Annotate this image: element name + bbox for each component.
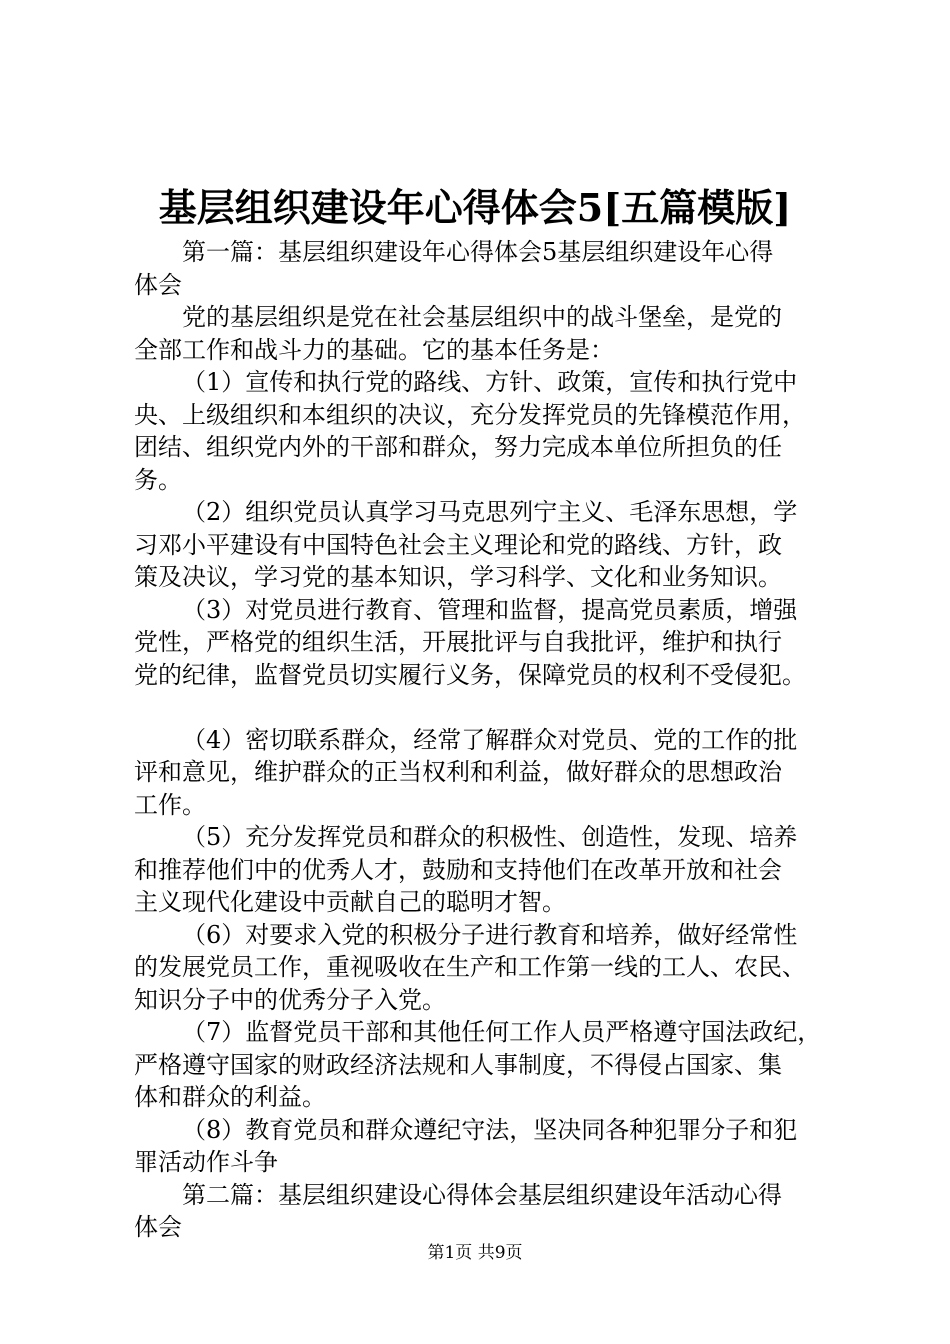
section-heading-1-cont: 体会: [134, 270, 182, 299]
section-heading-2-cont: 体会: [134, 1213, 182, 1241]
list-item-8: （8）教育党员和群众遵纪守法，坚决同各种犯罪分子和犯: [182, 1115, 798, 1144]
paragraph-line: 党性，严格党的组织生活，开展批评与自我批评，维护和执行: [134, 628, 782, 656]
paragraph-line: 党的纪律，监督党员切实履行义务，保障党员的权利不受侵犯。: [134, 660, 806, 689]
paragraph-line: 体和群众的利益。: [134, 1083, 326, 1111]
page-title: 基层组织建设年心得体会5[五篇模版]: [158, 185, 792, 230]
paragraph-line: 评和意见，维护群众的正当权利和利益，做好群众的思想政治: [134, 758, 782, 786]
paragraph-line: 罪活动作斗争: [134, 1148, 278, 1176]
page-number-footer: 第1页 共9页: [427, 1243, 523, 1263]
paragraph-line: 和推荐他们中的优秀人才，鼓励和支持他们在改革开放和社会: [134, 855, 782, 884]
list-item-1: （1）宣传和执行党的路线、方针、政策，宣传和执行党中: [182, 368, 798, 396]
list-item-2: （2）组织党员认真学习马克思列宁主义、毛泽东思想，学: [182, 498, 798, 526]
section-heading-2: 第二篇：基层组织建设心得体会基层组织建设年活动心得: [182, 1180, 782, 1209]
paragraph-line: 工作。: [134, 790, 206, 819]
blank-line: [134, 691, 834, 724]
document-body: [134, 236, 834, 1244]
paragraph-line: 务。: [134, 465, 182, 494]
paragraph-line: 团结、组织党内外的干部和群众，努力完成本单位所担负的任: [134, 433, 782, 461]
paragraph-line: 全部工作和战斗力的基础。它的基本任务是：: [134, 335, 614, 364]
list-item-4: （4）密切联系群众，经常了解群众对党员、党的工作的批: [182, 725, 798, 754]
paragraph-line: 央、上级组织和本组织的决议，充分发挥党员的先锋模范作用，: [134, 400, 806, 429]
paragraph-line: 的发展党员工作，重视吸收在生产和工作第一线的工人、农民、: [134, 953, 806, 981]
paragraph-line: 严格遵守国家的财政经济法规和人事制度，不得侵占国家、集: [134, 1050, 782, 1079]
paragraph-line: 习邓小平建设有中国特色社会主义理论和党的路线、方针，政: [134, 530, 782, 559]
section-heading-1: 第一篇：基层组织建设年心得体会5基层组织建设年心得: [182, 238, 774, 266]
paragraph-line: 主义现代化建设中贡献自己的聪明才智。: [134, 888, 566, 916]
list-item-3: （3）对党员进行教育、管理和监督，提高党员素质，增强: [182, 595, 798, 624]
paragraph-line: 党的基层组织是党在社会基层组织中的战斗堡垒，是党的: [182, 303, 782, 331]
list-item-5: （5）充分发挥党员和群众的积极性、创造性，发现、培养: [182, 823, 798, 851]
list-item-6: （6）对要求入党的积极分子进行教育和培养，做好经常性: [182, 920, 798, 949]
list-item-7: （7）监督党员干部和其他任何工作人员严格遵守国法政纪，: [182, 1018, 822, 1046]
paragraph-line: 知识分子中的优秀分子入党。: [134, 985, 446, 1014]
paragraph-line: 策及决议，学习党的基本知识，学习科学、文化和业务知识。: [134, 563, 782, 591]
